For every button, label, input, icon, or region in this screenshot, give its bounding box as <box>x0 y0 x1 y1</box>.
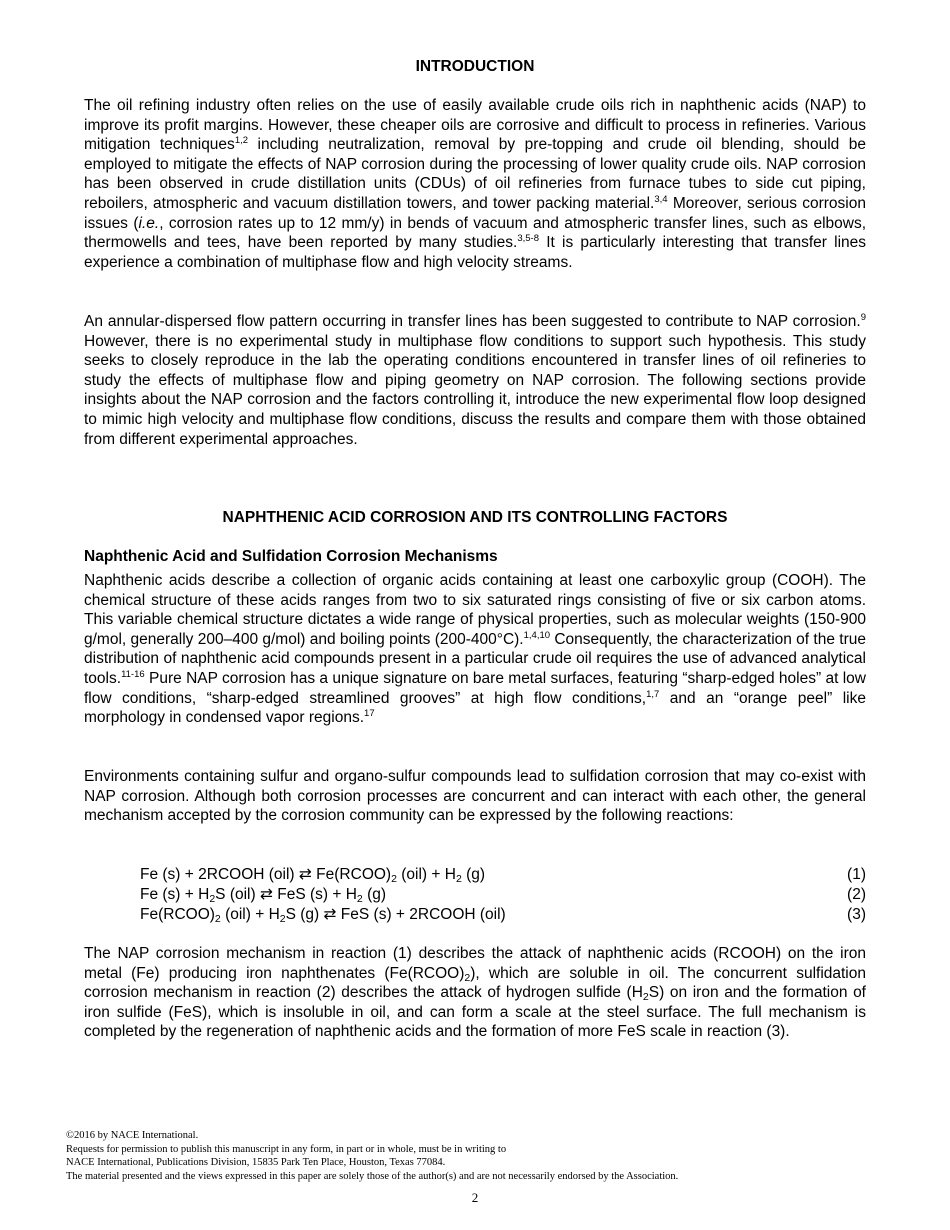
citation: 3,5-8 <box>517 233 539 245</box>
citation: 11-16 <box>121 668 145 680</box>
citation: 1,7 <box>646 688 660 700</box>
reaction-equation-2: Fe $(s) + H_2S$ (oil) ⇄ FeS $(s) + H_2$ (g) (2) <box>140 886 866 905</box>
nap-paragraph-3: The NAP corrosion mechanism in reaction (1) describes the attack of naphthenic acids (RCOOH) on the iron metal (Fe) producing iron naphthenates $(Fe(RCOO)_2)$, which are soluble in oil. The concurrent sulfidation corrosion mechanism in reaction (2) describes the attack of hydrogen sulfide $(H_2S)$ on iron and the formation of iron sulfide (FeS), which is insoluble in oil, and can form a scale at the steel surface. The full mechanism is completed by the regeneration of naphthenic acids and the formation of more FeS scale in reaction (3). <box>84 945 866 1041</box>
intro-paragraph-2: An annular-dispersed flow pattern occurring in transfer lines has been suggested to contribute to NAP corrosion.$^9$ However, there is no experimental study in multiphase flow conditions to support such hypothesis. This study seeks to closely reproduce in the lab the operating conditions encountered in transfer lines of oil refineries to study the effects of multiphase flow and piping geometry on NAP corrosion. The following sections provide insights about the NAP corrosion and the factors controlling it, introduce the new experimental flow loop designed to mimic high velocity and multiphase flow conditions, discuss the results and compare them with those obtained from different experimental approaches. <box>84 312 866 448</box>
footer-line: The material presented and the views expressed in this paper are solely those of the author(s) and are not necessarily endorsed by the Association. <box>66 1170 679 1182</box>
citation: 1,4,10 <box>523 629 551 641</box>
footer-line: Requests for permission to publish this manuscript in any form, in part or in whole, must be in writing to <box>66 1143 507 1155</box>
introduction-heading: INTRODUCTION <box>415 58 535 75</box>
intro-paragraph-1: The oil refining industry often relies on the use of easily available crude oils rich in naphthenic acids (NAP) to improve its profit margins. However, these cheaper oils are corrosive and difficult to process in refineries. Various mitigation techniques$^{1,2}$ including neutralization, removal by pre-topping and crude oil blending, should be employed to mitigate the effects of NAP corrosion during the processing of lower quality crude oils. NAP corrosion has been observed in crude distillation units (CDUs) of oil refineries from furnace tubes to side cut piping, reboilers, atmospheric and vacuum distillation towers, and tower packing material.$^{3,4}$ Moreover, serious corrosion issues (i.e., corrosion rates up to 12 mm/y) in bends of vacuum and atmospheric transfer lines, such as elbows, thermowells and tees, have been reported by many studies.$^{3,5-8}$ It is particularly interesting that transfer lines experience a combination of multiphase flow and high velocity streams. <box>84 97 866 271</box>
citation: 1,2 <box>234 135 249 147</box>
nap-section-heading: NAPHTHENIC ACID CORROSION AND ITS CONTROLLING FACTORS <box>222 509 728 526</box>
equation-number: (2) <box>847 886 866 903</box>
nap-paragraph-1: Naphthenic acids describe a collection of organic acids containing at least one carboxylic group (COOH). The chemical structure of these acids ranges from two to six saturated rings consisting of five or six carbon atoms. This variable chemical structure dictates a wide range of physical properties, such as molecular weights (150-900 g/mol, generally 200–400 g/mol) and boiling points (200-400°C).$^{1,4,10}$ Consequently, the characterization of the true distribution of naphthenic acid compounds present in a particular crude oil requires the use of advanced analytical tools.$^{11-16}$ Pure NAP corrosion has a unique signature on bare metal surfaces, featuring “sharp-edged holes” at low flow conditions, “sharp-edged streamlined grooves” at high flow conditions,$^{1,7}$ and an “orange peel” like morphology in condensed vapor regions.$^{17}$ <box>84 572 866 727</box>
citation: 3,4 <box>654 193 668 205</box>
citation: 17 <box>364 708 375 720</box>
citation: 9 <box>860 312 866 323</box>
copyright-footer <box>66 1129 886 1183</box>
equation-number: (3) <box>847 906 866 923</box>
reaction-equation-3: $Fe(RCOO)_2$ $(oil) + H_2S$ (g) ⇄ FeS (s) + 2RCOOH (oil) (3) <box>140 906 866 925</box>
mechanisms-subheading: Naphthenic Acid and Sulfidation Corrosion Mechanisms <box>84 548 498 565</box>
page-number: 2 <box>471 1190 479 1205</box>
equation-number: (1) <box>847 866 866 883</box>
footer-line: NACE International, Publications Division, 15835 Park Ten Place, Houston, Texas 77084. <box>66 1157 446 1169</box>
footer-line: ©2016 by NACE International. <box>66 1130 199 1141</box>
nap-paragraph-2: Environments containing sulfur and organo-sulfur compounds lead to sulfidation corrosion that may co-exist with NAP corrosion. Although both corrosion processes are concurrent and can interact with each other, the general mechanism accepted by the corrosion community can be expressed by the following reactions: <box>84 768 866 825</box>
reaction-equation-1: Fe (s) + 2RCOOH (oil) ⇄ $Fe(RCOO)_2$ $(oil) + H_2$ (g) (1) <box>140 866 866 885</box>
